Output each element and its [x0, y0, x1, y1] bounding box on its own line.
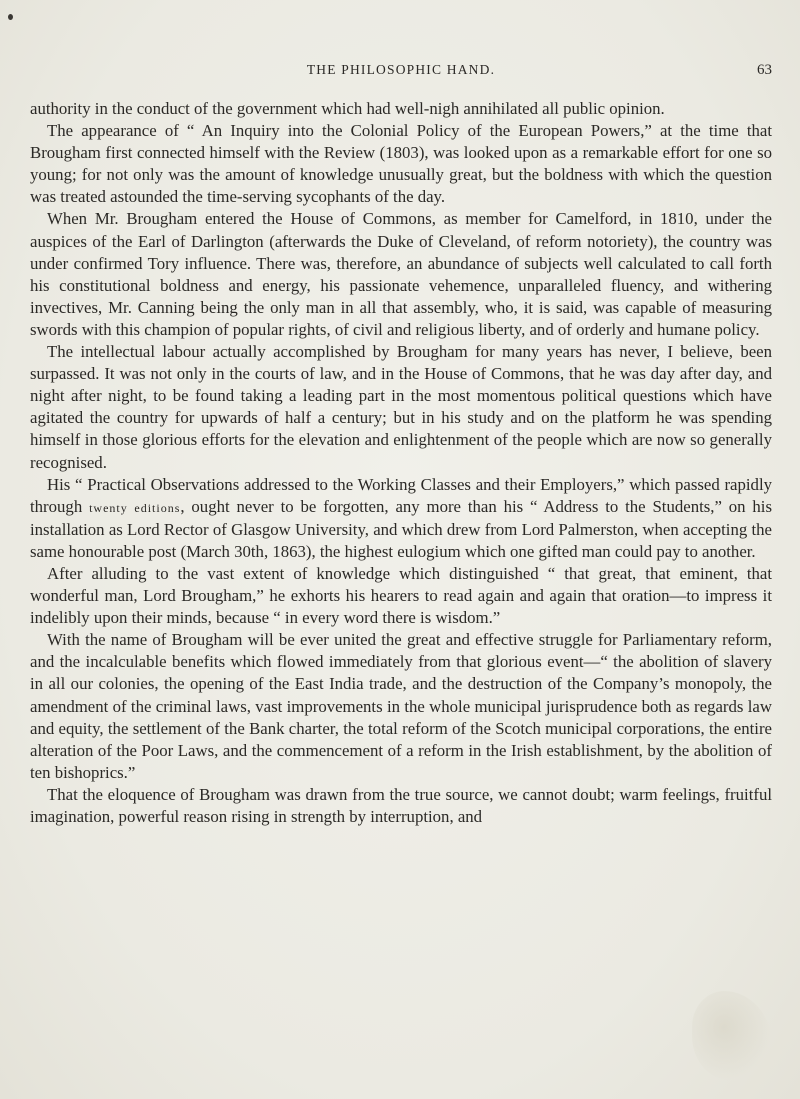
paragraph: That the eloquence of Brougham was drawn from the true source, we cannot doubt; warm feelings, fruitful imagination, powerful reason rising in strength by interruption, and: [30, 784, 772, 826]
paragraph: [30, 474, 772, 563]
paragraph: After alluding to the vast extent of knowledge which distinguished “ that great, that eminent, that wonderful man, Lord Brougham,” he exhorts his hearers to read again and again that oration—to impress it indelibly upon their minds, because “ in every word there is wisdom.”: [30, 563, 772, 628]
paragraph: The intellectual labour actually accomplished by Brougham for many years has never, I believe, been surpassed. It was not only in the courts of law, and in the House of Commons, that he was day after day, and night after night, to be found taking a leading part in the most momentous political questions which have agitated the country for upwards of half a century; but in his study and on the platform he was spending himself in those glorious efforts for the elevation and enlightenment of the people which are now so generally recognised.: [30, 342, 772, 472]
paragraph: With the name of Brougham will be ever united the great and effective struggle for Parliamentary reform, and the incalculable benefits which flowed immediately from that glorious event—“ the abolition of slavery in all our colonies, the opening of the East India trade, and the destruction of the Company’s monopoly, the amendment of the criminal laws, vast improvements in the whole municipal jurisprudence both as regards law and equity, the settlement of the Bank charter, the total reform of the Scotch municipal corporations, the entire alteration of the Poor Laws, and the commencement of a reform in the Irish establishment, by the abolition of ten bishoprics.”: [30, 630, 772, 782]
page-header: [30, 62, 772, 82]
paragraph-text: , ought never to be forgotten, any more than his “ Address to the Students,” on his installation as Lord Rector of Glasgow University, and which drew from Lord Palmerston, when accepting the same honourable post (March 30th, 1863), the highest eulogium which one gifted man could pay to another.: [30, 496, 772, 561]
body-text: [30, 98, 772, 828]
paragraph: authority in the conduct of the government which had well-nigh annihilated all public opinion.: [30, 99, 665, 118]
paragraph: The appearance of “ An Inquiry into the Colonial Policy of the European Powers,” at the time that Brougham first connected himself with the Review (1803), was looked upon as a remarkable effort for one so young; for not only was the amount of knowledge unusually great, but the boldness with which the question was treated astounded the time-serving sycophants of the day.: [30, 121, 772, 207]
ink-spot: [8, 14, 13, 20]
page-stain: [692, 991, 772, 1081]
paragraph-text: His “ Practical Observations addressed to the Working Classes and their Employers,” which passed rapidly through: [30, 474, 772, 516]
small-caps-text: twenty editions: [89, 500, 181, 515]
paragraph: When Mr. Brougham entered the House of Commons, as member for Camelford, in 1810, under the auspices of the Earl of Darlington (afterwards the Duke of Cleveland, of reform notoriety), the country was under confirmed Tory influence. There was, therefore, an abundance of subjects well calculated to call forth his constitutional boldness and energy, his passionate vehemence, unparalleled fluency, and withering invectives, Mr. Canning being the only man in all that assembly, who, it is said, was capable of measuring swords with this champion of popular rights, of civil and religious liberty, and of orderly and humane policy.: [30, 209, 772, 339]
page-number: 63: [757, 62, 772, 78]
running-head: THE PHILOSOPHIC HAND.: [306, 62, 496, 77]
